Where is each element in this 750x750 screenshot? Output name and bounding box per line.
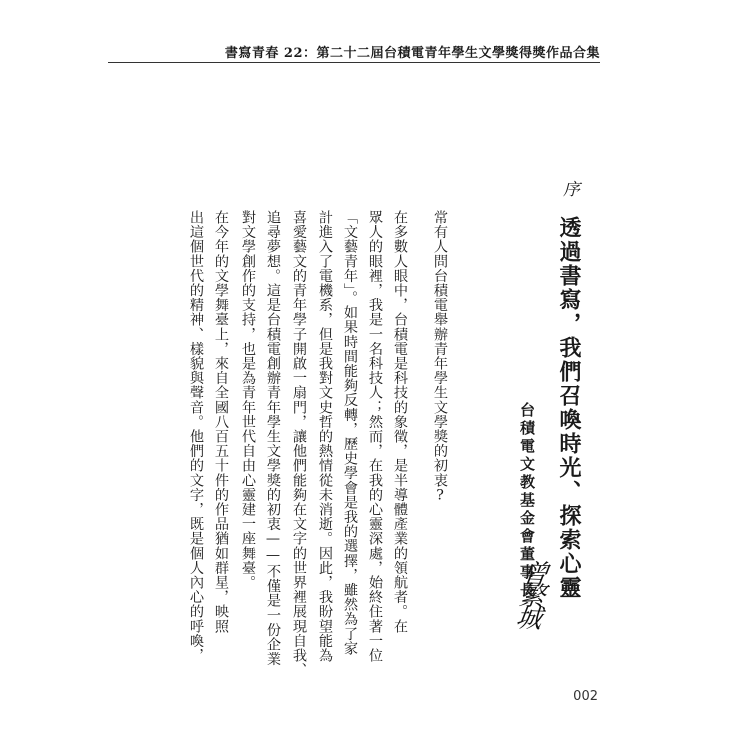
handwritten-signature: 曾繁城 — [510, 559, 550, 627]
body-line: 在多數人眼中，台積電是科技的象徵，是半導體產業的領航者。在 — [392, 210, 408, 634]
running-head: 書寫青春 22：第二十二屆台積電青年學生文學獎得獎作品合集 — [224, 46, 600, 61]
body-line: 喜愛藝文的青年學子開啟一扇門，讓他們能夠在文字的世界裡展現自我、 — [291, 210, 307, 678]
section-label: 序 — [559, 180, 579, 197]
page-number: 002 — [573, 689, 598, 704]
body-line: 追尋夢想。這是台積電創辦青年學生文學獎的初衷——不僅是一份企業 — [265, 210, 281, 667]
preface-title: 透過書寫，我們召喚時光、探索心靈 — [556, 216, 581, 600]
body-line: 對文學創作的支持，也是為青年世代自由心靈建一座舞臺。 — [240, 210, 256, 590]
body-line: 在今年的文學舞臺上，來自全國八百五十件的作品猶如群星，映照 — [213, 210, 229, 634]
body-line: 「文藝青年」。如果時間能夠反轉，歷史學會是我的選擇，雖然為了家 — [342, 210, 358, 656]
body-line: 常有人問台積電舉辦青年學生文學獎的初衷? — [432, 210, 448, 504]
author-credit: 台積電文教基金會董事長 — [518, 402, 536, 600]
header-rule — [108, 62, 600, 63]
body-line: 計進入了電機系，但是我對文史哲的熱情從未消逝。因此，我盼望能為 — [317, 210, 333, 663]
body-line: 眾人的眼裡，我是一名科技人；然而，在我的心靈深處，始終住著一位 — [367, 210, 383, 663]
body-line: 出這個世代的精神、樣貌與聲音。他們的文字，既是個人內心的呼喚， — [188, 210, 204, 663]
